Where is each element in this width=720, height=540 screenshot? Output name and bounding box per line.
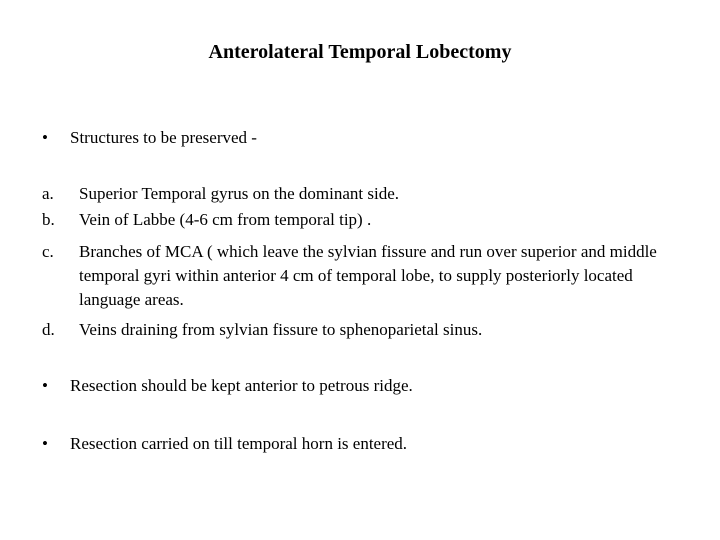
list-text: Superior Temporal gyrus on the dominant side. — [79, 184, 400, 203]
list-marker: d. — [42, 320, 55, 339]
list-text: Veins draining from sylvian fissure to sphenoparietal sinus. — [79, 320, 483, 339]
bullet-icon: • — [42, 128, 48, 147]
slide-title: Anterolateral Temporal Lobectomy — [208, 41, 512, 63]
list-marker: c. — [42, 242, 54, 261]
list-marker: a. — [42, 184, 54, 203]
bullet-icon: • — [42, 376, 48, 395]
bullet-text: Resection carried on till temporal horn is entered. — [70, 434, 408, 453]
list-text: Branches of MCA ( which leave the sylvian fissure and run over superior and middle temporal gyri within anterior 4 cm of temporal lobe, to supply posteriorly located language areas. — [79, 242, 657, 309]
list-marker: b. — [42, 210, 55, 229]
bullet-text: Structures to be preserved - — [70, 128, 257, 147]
list-text: Vein of Labbe (4-6 cm from temporal tip) . — [79, 210, 372, 229]
bullet-text: Resection should be kept anterior to petrous ridge. — [70, 376, 413, 395]
bullet-icon: • — [42, 434, 48, 453]
